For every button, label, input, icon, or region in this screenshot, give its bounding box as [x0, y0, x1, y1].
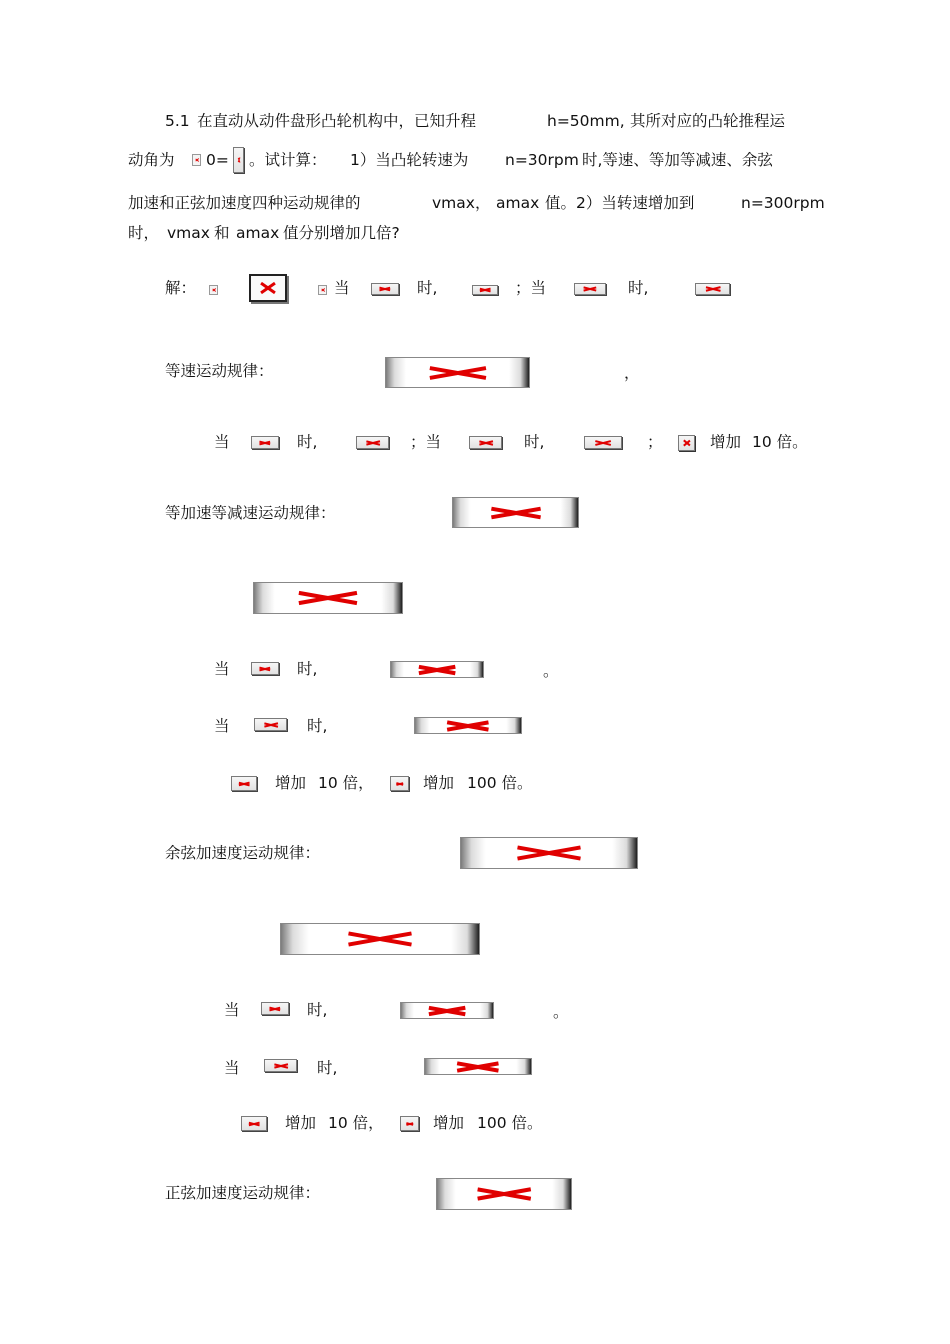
formula-image [253, 582, 403, 614]
times-100: 100 倍。 [467, 774, 533, 792]
broken-image-icon [231, 776, 257, 791]
broken-image-icon [264, 1059, 297, 1072]
broken-image-icon [192, 154, 201, 166]
problem-line4-vmax: vmax [167, 224, 210, 242]
period: 。 [543, 662, 559, 680]
problem-line1: 在直动从动件盘形凸轮机构中，已知升程 [197, 112, 477, 130]
time-label: 时, [417, 279, 438, 297]
broken-image-icon [254, 718, 287, 731]
problem-number: 5.1 [165, 112, 190, 130]
time-label: 时, [317, 1059, 338, 1077]
broken-image-icon [472, 285, 498, 295]
formula-image [414, 717, 522, 734]
times-100: 100 倍。 [477, 1114, 543, 1132]
when-label: 当 [214, 660, 230, 678]
broken-image-icon [241, 1116, 267, 1131]
problem-line2-start: 动角为 [128, 151, 175, 169]
broken-image-icon [251, 436, 279, 449]
times-10: 10 倍， [318, 774, 374, 792]
broken-image-icon [318, 285, 327, 295]
time-label: 时, [297, 660, 318, 678]
problem-line3-mid: 值。2）当转速增加到 [545, 194, 695, 212]
sine-motion-title: 正弦加速度运动规律： [165, 1184, 321, 1202]
when-label: 当 [224, 1001, 240, 1019]
uniform-motion-title: 等速运动规律： [165, 362, 274, 380]
problem-vmax: vmax， [432, 194, 491, 212]
formula-image [436, 1178, 572, 1210]
when-label: 当 [224, 1059, 240, 1077]
broken-image-icon [695, 283, 730, 295]
problem-line1-end: 其所对应的凸轮推程运 [630, 112, 786, 130]
broken-image-icon [233, 147, 244, 173]
problem-n2: n=300rpm [741, 194, 825, 212]
increase-label: 增加 [275, 774, 307, 792]
broken-image-icon [678, 435, 695, 451]
problem-line4-amax: amax [236, 224, 280, 242]
when-label: 当 [214, 717, 230, 735]
formula-image [390, 661, 484, 678]
broken-image-icon [400, 1116, 419, 1131]
formula-image [400, 1002, 494, 1019]
time-label: 时, [524, 433, 545, 451]
broken-image-icon [209, 285, 218, 295]
problem-line4-end: 值分别增加几倍? [283, 224, 400, 242]
semicolon-when: ；当 [410, 433, 442, 451]
broken-image-icon [390, 776, 409, 791]
formula-image [452, 497, 579, 528]
when-label: 当 [214, 433, 230, 451]
accel-motion-title: 等加速等减速运动规律： [165, 504, 336, 522]
formula-image [460, 837, 638, 869]
cosine-motion-title: 余弦加速度运动规律： [165, 844, 321, 862]
problem-line2-end: 时,等速、等加等减速、余弦 [582, 151, 773, 169]
time-label: 时, [628, 279, 649, 297]
problem-h-value: h=50mm, [547, 112, 625, 130]
problem-line4-start: 时， [128, 224, 160, 242]
increase-label: 增加 [285, 1114, 317, 1132]
period: 。 [553, 1003, 569, 1021]
semicolon: ； [647, 433, 663, 451]
times-10: 10 倍， [328, 1114, 384, 1132]
broken-image-icon [469, 436, 502, 449]
formula-image [385, 357, 530, 388]
phi-equals: 0= [206, 151, 229, 169]
problem-amax: amax [496, 194, 540, 212]
time-label: 时, [307, 1001, 328, 1019]
semicolon-when: ；当 [515, 279, 547, 297]
broken-image-icon [356, 436, 389, 449]
broken-image-icon [574, 283, 606, 295]
times-10: 10 倍。 [752, 433, 808, 451]
increase-label: 增加 [710, 433, 742, 451]
solution-label: 解： [165, 279, 197, 297]
when-label: 当 [334, 279, 350, 297]
broken-image-icon [251, 662, 279, 675]
problem-line3-start: 加速和正弦加速度四种运动规律的 [128, 194, 361, 212]
broken-image-icon [249, 274, 287, 302]
broken-image-icon [584, 436, 622, 449]
question-1: 1）当凸轮转速为 [350, 151, 469, 169]
formula-image [280, 923, 480, 955]
time-label: 时, [297, 433, 318, 451]
problem-line2-mid: 。试计算： [249, 151, 327, 169]
problem-n1: n=30rpm [505, 151, 579, 169]
comma: ， [624, 364, 640, 382]
broken-image-icon [371, 283, 399, 295]
increase-label: 增加 [423, 774, 455, 792]
problem-line4-and: 和 [214, 224, 230, 242]
time-label: 时, [307, 717, 328, 735]
broken-image-icon [261, 1002, 289, 1015]
formula-image [424, 1058, 532, 1075]
increase-label: 增加 [433, 1114, 465, 1132]
